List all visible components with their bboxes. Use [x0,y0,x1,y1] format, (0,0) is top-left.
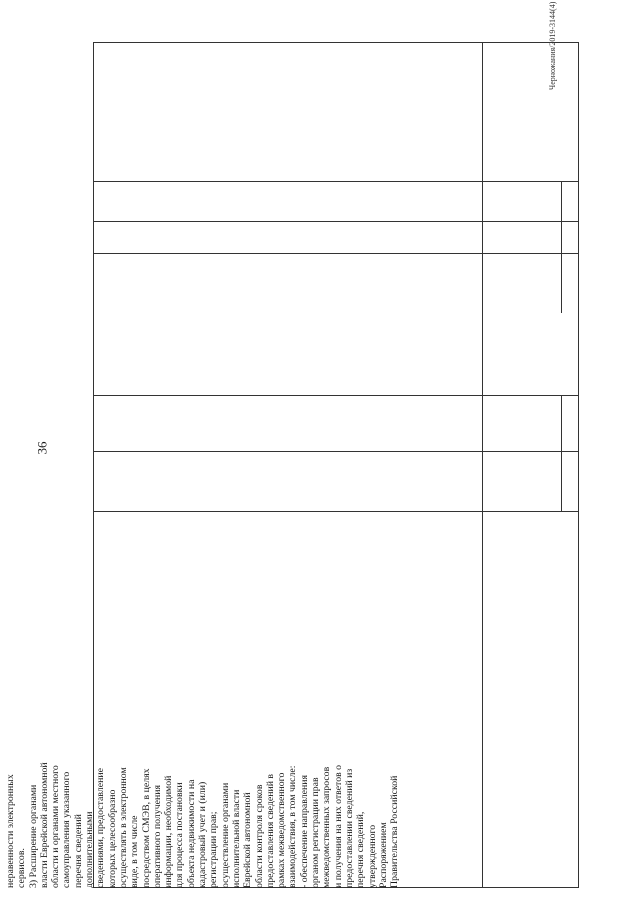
table-divider [561,181,562,313]
text-cell-line: виде, в том числе [129,815,141,888]
table-divider [94,395,578,396]
text-cell-line: информации, необходимой [163,775,175,888]
text-cell-line: неравенности электронных [5,774,16,888]
text-cell-line: которых целесообразно [106,789,118,888]
text-cell-line: для процесса постановки [174,782,186,888]
text-cell-line: оперативного получения [151,785,163,888]
text-cell-line: органом регистрации прав [310,777,322,888]
text-cell-line: объекта недвижимости на [185,779,197,888]
text-cell-line: взаимодействия, в том числе: [287,765,299,888]
text-cell-line: посредством СМЭВ, в целях [140,768,152,888]
text-cell-line: осуществлять в электронном [117,767,129,888]
text-cell-line: Распоряжением [377,822,389,888]
text-cell-line: межведомственных запросов [321,766,333,888]
table-divider [94,181,578,182]
table-divider [94,253,578,254]
text-cell-line: Еврейской автономной [242,792,254,888]
text-cell-line: исполнительной власти [230,789,242,888]
text-cell-line: кадастровый учет и (или) [197,781,209,888]
text-cell-line: предоставлении сведений из [343,768,355,888]
text-cell-line: перечня сведений, [355,811,367,888]
text-cell-line: осуществление органами [219,782,231,888]
text-cell-line: 3) Расширение органами [27,784,39,888]
text-cell-line: регистрации прав; [208,811,220,888]
text-cell-line: области и органами местного [50,765,62,888]
text-cell-line: самоуправления указанного [61,771,73,888]
text-cell-line: - обеспечение направления [298,775,310,888]
text-cell-line: области контроля сроков [253,784,265,888]
document-id: Черножания/2019-3144(4) [548,1,557,90]
text-cell-line: рамках межведомственного [276,772,288,888]
text-cell-line: перечня сведений [72,814,84,888]
text-cell-line: и получения на них ответов о [332,764,344,888]
text-cell-line: власти Еврейской автономной [38,762,50,888]
text-cell-line: предоставления сведений в [264,773,276,888]
text-cell-line: сервисов. [16,848,28,888]
text-cell-line: утвержденного [366,824,378,888]
table-divider [94,451,578,452]
table-divider [94,511,578,512]
text-cell-content [5,588,470,888]
text-cell-line: дополнительными [84,811,96,888]
page-number: 36 [34,441,50,455]
table-divider [94,221,578,222]
table-divider [561,395,562,511]
text-cell-line: Правительства Российской [389,775,401,888]
text-cell-line: сведениями, предоставление [95,768,107,888]
table-divider [482,43,483,887]
